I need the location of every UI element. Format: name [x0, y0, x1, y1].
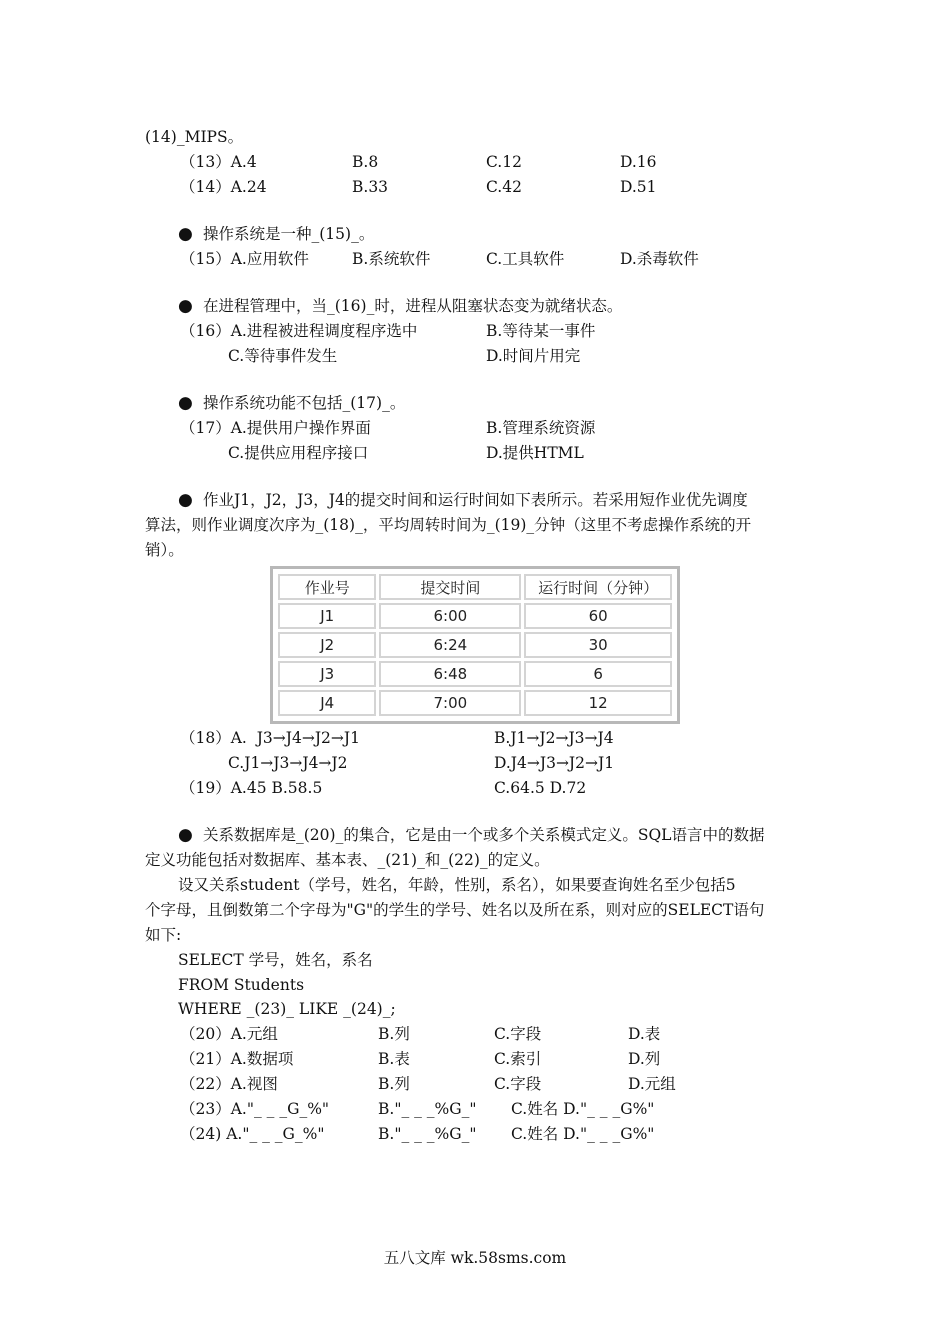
- question-text: 关系数据库是_(20)_的集合，它是由一个或多个关系模式定义。SQL语言中的数据: [203, 826, 765, 844]
- option-q23-cd: C.姓名 D."_ _ _G%": [511, 1100, 655, 1118]
- option-q14-d: D.51: [620, 178, 657, 196]
- question-text: 定义功能包括对数据库、基本表、_(21)_和_(22)_的定义。: [145, 851, 550, 869]
- question-text: 作业J1，J2，J3，J4的提交时间和运行时间如下表所示。若采用短作业优先调度: [203, 491, 748, 509]
- bullet-icon: ●: [178, 224, 193, 244]
- bullet-icon: ●: [178, 393, 193, 413]
- question-text: 个字母，且倒数第二个字母为"G"的学生的学号、姓名以及所在系，则对应的SELECT语句: [145, 901, 765, 919]
- option-q22-d: D.元组: [628, 1075, 676, 1093]
- option-q16-d: D.时间片用完: [486, 347, 581, 365]
- option-q14-c: C.42: [486, 178, 522, 196]
- table-header-cell: 运行时间（分钟）: [524, 574, 672, 600]
- sql-line: FROM Students: [178, 976, 305, 994]
- question-text: 销）。: [145, 541, 184, 559]
- question-text: 在进程管理中，当_(16)_时，进程从阻塞状态变为就绪状态。: [203, 297, 623, 315]
- table-cell: 12: [524, 690, 672, 716]
- footer-watermark: 五八文库 wk.58sms.com: [383, 1249, 567, 1267]
- option-q14-b: B.33: [352, 178, 389, 196]
- bullet-icon: ●: [178, 825, 193, 845]
- option-q15-d: D.杀毒软件: [620, 250, 699, 268]
- table-cell: 60: [524, 603, 672, 629]
- option-q16-b: B.等待某一事件: [486, 322, 596, 340]
- table-cell: J3: [278, 661, 376, 687]
- table-row: [278, 661, 672, 687]
- option-q24-a: （24) A."_ _ _G_%": [180, 1125, 325, 1143]
- option-q22-a: （22）A.视图: [180, 1075, 278, 1093]
- option-q13-b: B.8: [352, 153, 379, 171]
- table-row: [278, 603, 672, 629]
- table-cell: 30: [524, 632, 672, 658]
- option-q13-a: （13）A.4: [180, 153, 257, 171]
- option-q23-b: B."_ _ _%G_": [378, 1100, 477, 1118]
- table-row: [278, 632, 672, 658]
- option-q17-c: C.提供应用程序接口: [228, 444, 369, 462]
- table-cell: 6: [524, 661, 672, 687]
- table-row: [278, 690, 672, 716]
- sql-line: WHERE _(23)_ LIKE _(24)_;: [178, 1000, 396, 1018]
- question-text: 操作系统是一种_(15)_。: [203, 225, 375, 243]
- option-q22-b: B.列: [378, 1075, 410, 1093]
- option-q15-b: B.系统软件: [352, 250, 431, 268]
- table-header-cell: 提交时间: [379, 574, 521, 600]
- table-cell: J4: [278, 690, 376, 716]
- option-q17-a: （17）A.提供用户操作界面: [180, 419, 371, 437]
- job-table: [270, 566, 680, 724]
- table-cell: 6:00: [379, 603, 521, 629]
- option-q13-d: D.16: [620, 153, 657, 171]
- question-text: 设又关系student（学号，姓名，年龄，性别，系名），如果要查询姓名至少包括5: [178, 876, 736, 894]
- sql-line: SELECT 学号，姓名，系名: [178, 951, 373, 969]
- option-q15-a: （15）A.应用软件: [180, 250, 309, 268]
- question-text: 算法，则作业调度次序为_(18)_，平均周转时间为_(19)_分钟（这里不考虑操作系统的开: [145, 516, 752, 534]
- option-q24-b: B."_ _ _%G_": [378, 1125, 477, 1143]
- option-q15-c: C.工具软件: [486, 250, 565, 268]
- option-q24-cd: C.姓名 D."_ _ _G%": [511, 1125, 655, 1143]
- option-q18-d: D.J4→J3→J2→J1: [494, 754, 615, 772]
- table-header-cell: 作业号: [278, 574, 376, 600]
- option-q21-c: C.索引: [494, 1050, 542, 1068]
- table-cell: J1: [278, 603, 376, 629]
- option-q18-a: （18）A. J3→J4→J2→J1: [180, 729, 360, 747]
- option-q17-b: B.管理系统资源: [486, 419, 596, 437]
- option-q21-b: B.表: [378, 1050, 410, 1068]
- table-header-row: [278, 574, 672, 600]
- bullet-icon: ●: [178, 296, 193, 316]
- table-cell: J2: [278, 632, 376, 658]
- option-q22-c: C.字段: [494, 1075, 542, 1093]
- option-q18-b: B.J1→J2→J3→J4: [494, 729, 614, 747]
- table-cell: 6:24: [379, 632, 521, 658]
- option-q14-a: （14）A.24: [180, 178, 267, 196]
- option-q20-a: （20）A.元组: [180, 1025, 278, 1043]
- option-q13-c: C.12: [486, 153, 522, 171]
- bullet-icon: ●: [178, 490, 193, 510]
- option-q21-a: （21）A.数据项: [180, 1050, 294, 1068]
- option-q17-d: D.提供HTML: [486, 444, 584, 462]
- option-q16-c: C.等待事件发生: [228, 347, 338, 365]
- option-q19-cd: C.64.5 D.72: [494, 779, 587, 797]
- option-q20-d: D.表: [628, 1025, 661, 1043]
- option-q19-ab: （19）A.45 B.58.5: [180, 779, 323, 797]
- question-text: 如下:: [145, 926, 182, 944]
- option-q20-b: B.列: [378, 1025, 410, 1043]
- table-cell: 7:00: [379, 690, 521, 716]
- table-cell: 6:48: [379, 661, 521, 687]
- question-text: 操作系统功能不包括_(17)_。: [203, 394, 406, 412]
- text-line: (14)_MIPS。: [145, 128, 244, 146]
- option-q21-d: D.列: [628, 1050, 661, 1068]
- option-q20-c: C.字段: [494, 1025, 542, 1043]
- option-q23-a: （23）A."_ _ _G_%": [180, 1100, 330, 1118]
- option-q16-a: （16）A.进程被进程调度程序选中: [180, 322, 418, 340]
- option-q18-c: C.J1→J3→J4→J2: [228, 754, 348, 772]
